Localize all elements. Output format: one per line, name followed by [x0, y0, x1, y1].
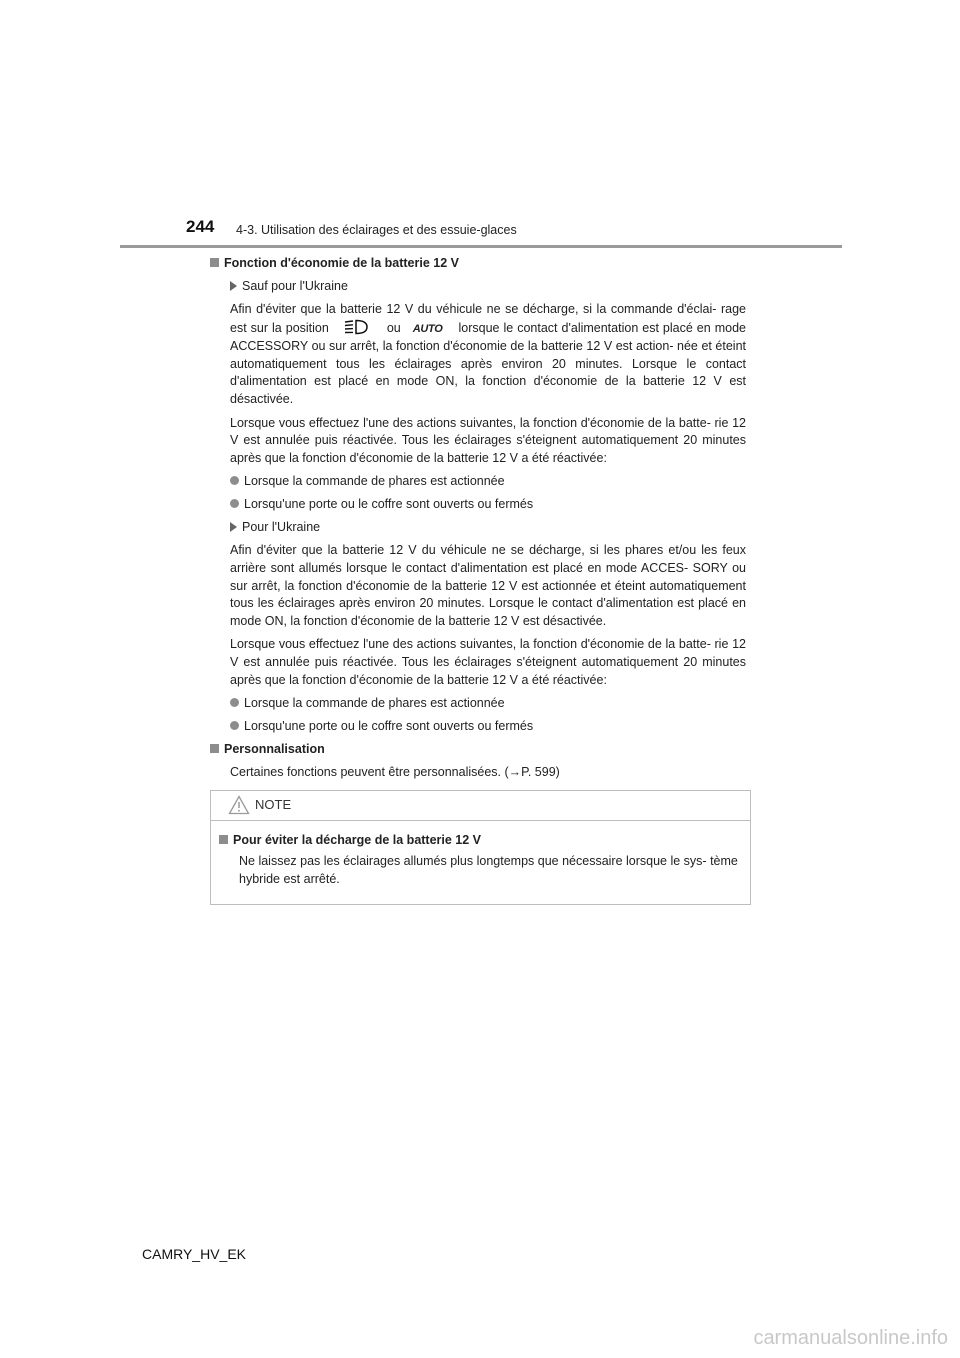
triangle-bullet-icon [230, 522, 237, 532]
square-bullet-icon [219, 835, 228, 844]
header-divider [120, 245, 842, 248]
headlight-icon [343, 319, 371, 335]
paragraph-ukraine-2: Lorsque vous effectuez l'une des actions suivantes, la fonction d'économie de la batte- rie 12 V est annulée puis réactivée. Tous les éclairages s'éteignent automatiquement 20 minutes après que la fonction d'économie de la batterie 12 V a été réactivée: [230, 637, 746, 687]
square-bullet-icon [210, 258, 219, 267]
round-bullet-icon [230, 499, 239, 508]
paragraph-ukraine-1: Afin d'éviter que la batterie 12 V du véhicule ne se décharge, si les phares et/ou les feux arrière sont allumés lorsque le contact d'alimentation est placé en mode ACCES- SORY ou sur arrêt, la fonction d'économie de la batterie 12 V est actionnée et éteint automatiquement tous les éclairages après environ 20 minutes. Lorsque le contact d'alimentation est placé en mode ON, la fonction d'économie de la batterie 12 V est désactivée. [230, 543, 746, 628]
paragraph-customization: Certaines fonctions peuvent être personnalisées. (→P. 599) [230, 765, 560, 780]
list-item: Lorsqu'une porte ou le coffre sont ouverts ou fermés [230, 718, 746, 735]
round-bullet-icon [230, 476, 239, 485]
note-label: NOTE [255, 797, 292, 812]
section-title-battery-saver: Fonction d'économie de la batterie 12 V [210, 255, 746, 272]
page-content [210, 255, 746, 788]
paragraph-except-ukraine-1: Afin d'éviter que la batterie 12 V du véhicule ne se décharge, si la commande d'éclai- rage est sur la position ou AUTO lorsque le contact d'alimentation est placé en mode ACCESSORY ou sur arrêt, la fonction d'économie de la batterie 12 V est action- née et éteint automatiquement tous les éclairages après environ 20 minutes. Lorsque le contact d'alimentation est placé en mode ON, la fonction d'économie de la batterie 12 V est désactivée. [230, 302, 746, 406]
paragraph-except-ukraine-2: Lorsque vous effectuez l'une des actions suivantes, la fonction d'économie de la batte- rie 12 V est annulée puis réactivée. Tous les éclairages s'éteignent automatiquement 20 minutes après que la fonction d'économie de la batterie 12 V a été réactivée: [230, 415, 746, 465]
note-header [211, 791, 750, 821]
auto-light-icon: AUTO [412, 322, 443, 335]
note-box [210, 790, 751, 905]
round-bullet-icon [230, 721, 239, 730]
triangle-bullet-icon [230, 281, 237, 291]
section-title-customization: Personnalisation [210, 741, 746, 758]
list-item: Lorsque la commande de phares est actionnée [230, 473, 746, 490]
subsection-label-except-ukraine: Sauf pour l'Ukraine [230, 278, 746, 295]
square-bullet-icon [210, 744, 219, 753]
section-header-title: 4-3. Utilisation des éclairages et des essuie-glaces [236, 223, 517, 237]
note-title: Pour éviter la décharge de la batterie 12 V [219, 832, 742, 849]
page-number: 244 [186, 217, 215, 236]
subsection-label-ukraine: Pour l'Ukraine [230, 519, 746, 536]
round-bullet-icon [230, 698, 239, 707]
list-item: Lorsque la commande de phares est actionnée [230, 695, 746, 712]
note-body [211, 821, 750, 888]
footer-model-code: CAMRY_HV_EK [142, 1246, 247, 1262]
list-item: Lorsqu'une porte ou le coffre sont ouverts ou fermés [230, 496, 746, 513]
note-text: Ne laissez pas les éclairages allumés plus longtemps que nécessaire lorsque le sys- tème hybride est arrêté. [239, 854, 738, 886]
warning-triangle-icon [228, 795, 250, 815]
watermark: carmanualsonline.info [753, 1327, 948, 1349]
